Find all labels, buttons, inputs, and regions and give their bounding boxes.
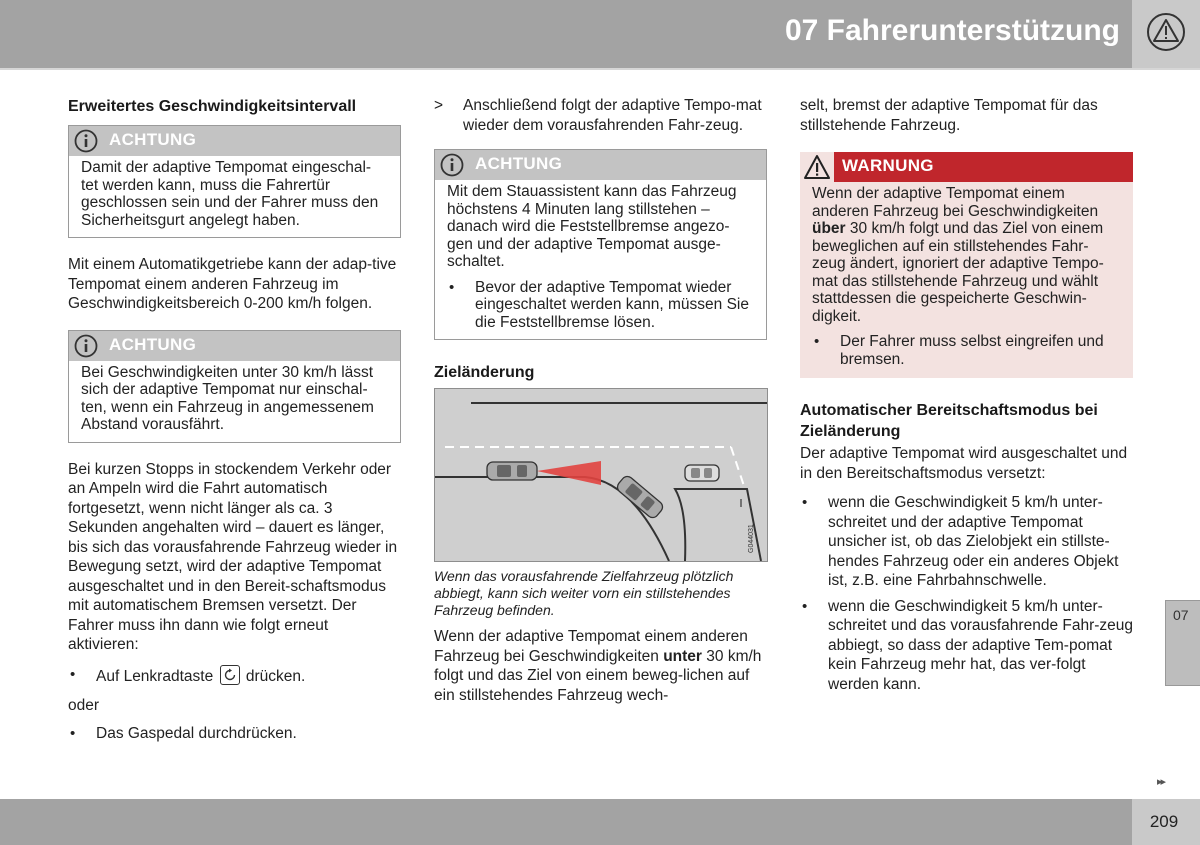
chapter-tab[interactable]	[1165, 600, 1200, 686]
header-separator	[0, 68, 1200, 70]
footer-bar	[0, 799, 1132, 845]
info-icon	[73, 334, 99, 358]
paragraph: selt, bremst der adaptive Tempomat für das stillstehende Fahrzeug.	[800, 97, 1098, 134]
note-header	[435, 150, 766, 180]
section-heading: Automatischer Bereitschaftsmodus bei Zieländerung	[800, 402, 1098, 440]
column-3	[800, 96, 1133, 704]
oder-text: oder	[68, 697, 100, 714]
traffic-illustration	[435, 389, 767, 561]
list-item: • Der Fahrer muss selbst eingreifen und bremsen.	[812, 333, 1121, 368]
achtung-note	[434, 149, 767, 340]
paragraph: Wenn der adaptive Tempomat einem anderen Fahrzeug bei Geschwindigkeiten unter 30 km/h folgt und das Ziel von einem beweg-lichen auf ein stillstehendes Fahrzeug wech-	[434, 628, 762, 704]
warning-triangle-icon	[1146, 12, 1186, 52]
page-number: 209	[1149, 812, 1179, 831]
warning-body	[800, 182, 1133, 378]
note-header	[69, 126, 400, 156]
warning-text: Wenn der adaptive Tempomat einem anderen Fahrzeug bei Geschwindigkeiten über 30 km/h folgt und das Ziel von einem beweglichen auf ein stillstehendes Fahr-zeug ändert, ignoriert der adaptive Tempo-mat das stillstehende Fahrzeug und wählt stattdessen die gespeicherte Geschwin-digkeit.	[812, 185, 1104, 325]
section-heading: Erweitertes Geschwindigkeitsintervall	[68, 98, 357, 115]
list-item: • Auf Lenkradtaste drücken.	[68, 665, 401, 687]
column-1	[68, 96, 401, 753]
continue-arrows-icon: ▸▸	[1157, 776, 1165, 788]
paragraph: Mit einem Automatikgetriebe kann der adap-tive Tempomat einem anderen Fahrzeug im Geschwindigkeitsbereich 0-200 km/h folgen.	[68, 256, 397, 312]
note-title: ACHTUNG	[109, 130, 197, 149]
warning-title: WARNUNG	[842, 156, 934, 175]
figure-caption: Wenn das vorausfahrende Zielfahrzeug plötzlich abbiegt, kann sich weiter vorn ein stillstehendes Fahrzeug befinden.	[434, 568, 734, 618]
chapter-title: 07 Fahrerunterstützung	[784, 14, 1120, 47]
bullet-list	[800, 493, 1133, 694]
warning-header	[800, 152, 1133, 182]
following-car-icon	[487, 462, 537, 480]
list-item: • wenn die Geschwindigkeit 5 km/h unter-schreitet und der adaptive Tempomat unsicher ist, ob das Zielobjekt ein stillste-hendes Fahrzeug oder ein anderes Objekt ist, z.B. eine Fahrbahnschwelle.	[800, 493, 1133, 591]
list-item: • wenn die Geschwindigkeit 5 km/h unter-schreitet und das vorausfahrende Fahr-zeug abbiegt, so dass der adaptive Tem-pomat kein Fahrzeug mehr hat, das ver-folgt werden kann.	[800, 597, 1133, 695]
header-icon-box	[1132, 0, 1200, 68]
paragraph: Bei kurzen Stopps in stockendem Verkehr oder an Ampeln wird die Fahrt automatisch fortgesetzt, wenn nicht länger als ca. 3 Sekunden angehalten wird – dauert es länger, bis sich das vorausfahrende Fahrzeug wieder in Bewegung setzt, wird der adaptive Tempomat ausgeschaltet und in den Bereit-schaftsmodus mit automatischem Bremsen versetzt. Der Fahrer muss ihn dann wie folgt erneut aktivieren:	[68, 460, 398, 653]
note-title: ACHTUNG	[109, 334, 197, 354]
bullet-list	[812, 333, 1121, 368]
list-item: • Das Gaspedal durchdrücken.	[68, 724, 401, 744]
note-text: Mit dem Stauassistent kann das Fahrzeug höchstens 4 Minuten lang stillstehen – danach wird die Feststellbremse angezo-gen und der adaptive Tempomat ausge-schaltet.	[447, 183, 737, 270]
chapter-tab-label: 07	[1173, 607, 1189, 623]
note-text: Damit der adaptive Tempomat eingeschal-tet werden kann, muss die Fahrertür geschlossen sein und der Fahrer muss den Sicherheitsgurt angelegt haben.	[81, 159, 379, 229]
target-change-figure	[434, 388, 768, 562]
bullet-list	[68, 724, 401, 744]
bullet-list	[447, 279, 754, 332]
section-heading: Zieländerung	[434, 364, 535, 381]
note-title: ACHTUNG	[475, 154, 563, 173]
figure-code: G044031	[748, 524, 755, 553]
info-icon	[73, 129, 99, 153]
warnung-note	[800, 152, 1133, 378]
paragraph: Der adaptive Tempomat wird ausgeschaltet und in den Bereitschaftsmodus versetzt:	[800, 445, 1128, 482]
achtung-note	[68, 330, 401, 443]
warning-icon-box	[800, 152, 834, 182]
stationary-car-icon	[685, 465, 719, 481]
bullet-list	[68, 665, 401, 687]
list-item: • Bevor der adaptive Tempomat wieder eingeschaltet werden kann, müssen Sie die Feststellbremse lösen.	[447, 279, 754, 332]
warning-triangle-icon	[804, 154, 830, 180]
info-icon	[439, 153, 465, 177]
list-item: > Anschließend folgt der adaptive Tempo-mat wieder dem vorausfahrenden Fahr-zeug.	[434, 96, 767, 135]
achtung-note	[68, 125, 401, 238]
resume-button-icon	[220, 665, 240, 685]
result-list	[434, 96, 767, 135]
column-2	[434, 96, 767, 715]
note-header	[69, 331, 400, 361]
note-body	[435, 180, 766, 339]
note-text: Bei Geschwindigkeiten unter 30 km/h lässt sich der adaptive Tempomat nur einschal-ten, wenn ein Fahrzeug in angemessenem Abstand vorausfährt.	[81, 363, 374, 433]
